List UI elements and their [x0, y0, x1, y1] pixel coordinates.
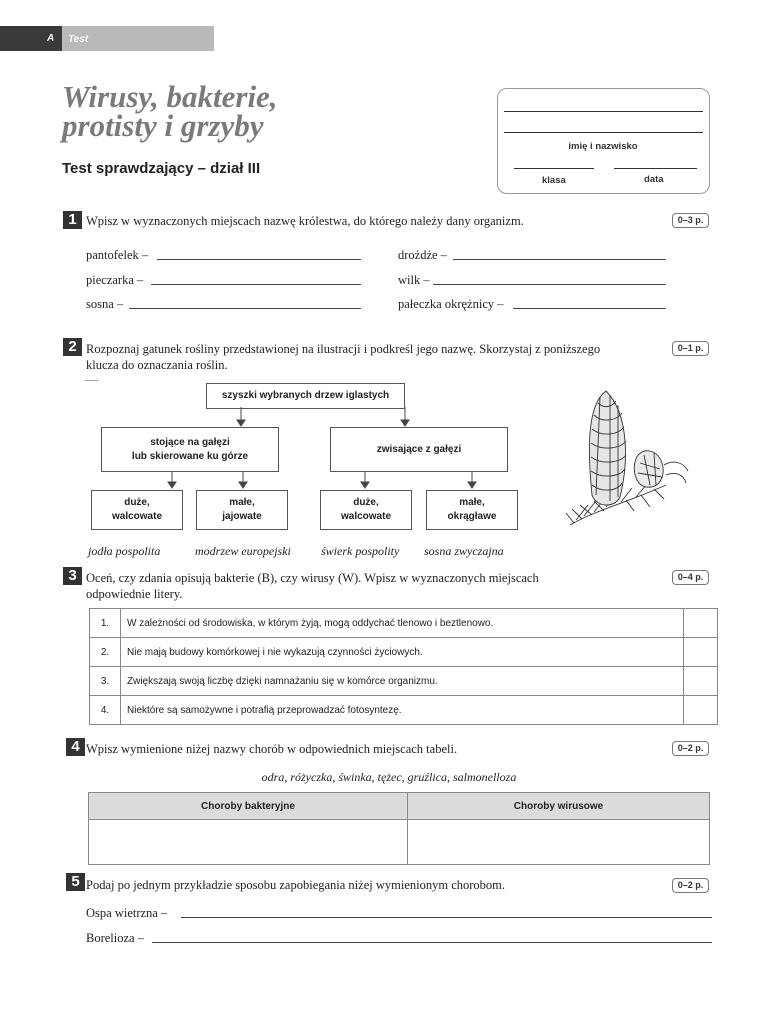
species-modrzew[interactable]: modrzew europejski: [195, 544, 291, 558]
question-5-points: 0–2 p.: [672, 878, 709, 893]
question-1-number: 1: [63, 211, 82, 229]
q5-answer-line-1[interactable]: [181, 917, 712, 918]
species-swierk[interactable]: świerk pospolity: [321, 544, 400, 558]
date-label: data: [644, 174, 664, 185]
question-1-text: Wpisz w wyznaczonych miejscach nazwę królestwa, do którego należy dany organizm.: [86, 214, 524, 228]
date-line[interactable]: [614, 168, 697, 169]
question-3-text-line-2: odpowiednie litery.: [86, 587, 183, 601]
key-leaf-3: [320, 490, 412, 530]
student-info-box: [497, 88, 710, 194]
key-leaf-1: [91, 490, 183, 530]
question-4-text: Wpisz wymienione niżej nazwy chorób w odpowiednich miejscach tabeli.: [86, 742, 458, 756]
table-row: [90, 667, 718, 696]
table-row: [90, 609, 718, 638]
header-letter: A: [47, 33, 55, 44]
class-line[interactable]: [514, 168, 594, 169]
key-leaf-1-line-1: duże,: [124, 497, 150, 508]
key-leaf-3-line-1: duże,: [353, 497, 379, 508]
question-5-text: Podaj po jednym przykładzie sposobu zapobiegania niżej wymienionym chorobom.: [86, 878, 506, 892]
page-title: [62, 79, 278, 143]
key-node-standing-line-1: stojące na gałęzi: [150, 436, 230, 448]
page-subtitle: Test sprawdzający – dział III: [62, 160, 261, 177]
q1-answer-line-3[interactable]: [129, 308, 361, 309]
q3-row-4-number: 4.: [90, 696, 121, 725]
question-2-text-line-1: Rozpoznaj gatunek rośliny przedstawionej na ilustracji i podkreśl jego nazwę. Skorzystaj z poniższego: [86, 342, 601, 356]
q3-row-4-text: Niektóre są samożywne i potrafią przeprowadzać fotosyntezę.: [121, 696, 684, 725]
q3-row-3-text: Zwiększają swoją liczbę dzięki namnażaniu się w komórce organizmu.: [121, 667, 684, 696]
q3-row-2-text: Nie mają budowy komórkowej i nie wykazują czynności życiowych.: [121, 638, 684, 667]
pine-cone-illustration: [566, 385, 691, 530]
question-2-points: 0–1 p.: [672, 341, 709, 356]
key-leaf-2: [196, 490, 288, 530]
q1-item-sosna: sosna –: [86, 297, 124, 311]
key-leaf-4: [426, 490, 518, 530]
key-leaf-2-line-2: jajowate: [222, 511, 262, 522]
table-row: [89, 820, 710, 865]
q3-row-4-answer[interactable]: [684, 696, 718, 725]
q3-row-2-answer[interactable]: [684, 638, 718, 667]
q1-answer-line-5[interactable]: [433, 284, 666, 285]
q3-row-1-text: W zależności od środowiska, w którym żyją, mogą oddychać tlenowo i beztlenowo.: [121, 609, 684, 638]
key-leaf-4-line-2: okrągławe: [447, 511, 497, 522]
q1-item-paleczka: pałeczka okrężnicy –: [398, 297, 504, 311]
question-3-text: [86, 570, 539, 602]
question-2-number: 2: [63, 338, 82, 356]
q3-row-2-number: 2.: [90, 638, 121, 667]
q3-row-3-number: 3.: [90, 667, 121, 696]
key-node-hanging: zwisające z gałęzi: [330, 427, 508, 472]
name-label: imię i nazwisko: [568, 141, 638, 152]
question-4-number: 4: [66, 738, 85, 756]
title-line-1: Wirusy, bakterie,: [62, 79, 278, 114]
table-row: [90, 638, 718, 667]
q4-header-bacterial: Choroby bakteryjne: [89, 793, 408, 820]
question-5-number: 5: [66, 873, 85, 891]
q1-answer-line-6[interactable]: [513, 308, 666, 309]
q3-table: [89, 608, 718, 725]
key-root: szyszki wybranych drzew iglastych: [206, 383, 405, 409]
name-line-2[interactable]: [504, 132, 703, 133]
q3-row-3-answer[interactable]: [684, 667, 718, 696]
species-sosna[interactable]: sosna zwyczajna: [424, 544, 504, 558]
question-3-number: 3: [63, 567, 82, 585]
q5-answer-line-2[interactable]: [152, 942, 712, 943]
question-1-points: 0–3 p.: [672, 213, 709, 228]
question-4-points: 0–2 p.: [672, 741, 709, 756]
q1-answer-line-1[interactable]: [157, 259, 361, 260]
q1-answer-line-2[interactable]: [151, 284, 361, 285]
key-leaf-4-line-1: małe,: [459, 497, 485, 508]
table-row: [90, 696, 718, 725]
q1-item-pantofelek: pantofelek –: [86, 248, 149, 262]
q1-answer-line-4[interactable]: [453, 259, 666, 260]
question-2-text-line-2: klucza do oznaczania roślin.: [86, 358, 228, 372]
q4-header-viral: Choroby wirusowe: [408, 793, 710, 820]
q5-item-ospa: Ospa wietrzna –: [86, 906, 168, 920]
class-label: klasa: [542, 175, 566, 186]
table-row: [89, 793, 710, 820]
q4-answer-bacterial[interactable]: [89, 820, 408, 865]
key-leaf-1-line-2: walcowate: [111, 511, 163, 522]
key-leaf-3-line-2: walcowate: [340, 511, 392, 522]
question-3-points: 0–4 p.: [672, 570, 709, 585]
name-line-1[interactable]: [504, 111, 703, 112]
title-line-2: protisty i grzyby: [62, 108, 264, 143]
key-leaf-2-line-1: małe,: [229, 497, 255, 508]
question-3-text-line-1: Oceń, czy zdania opisują bakterie (B), czy wirusy (W). Wpisz w wyznaczonych miejscach: [86, 571, 539, 585]
q1-item-wilk: wilk –: [398, 273, 430, 287]
header-label: Test: [68, 34, 89, 45]
q1-item-drozdze: drożdże –: [398, 248, 447, 262]
q3-row-1-answer[interactable]: [684, 609, 718, 638]
key-node-standing-line-2: lub skierowane ku górze: [131, 450, 249, 462]
question-2-text: [86, 341, 600, 373]
q4-table: [88, 792, 710, 865]
species-jodla[interactable]: jodła pospolita: [88, 544, 161, 558]
q1-item-pieczarka: pieczarka –: [86, 273, 144, 287]
q4-disease-list: odra, różyczka, świnka, tężec, gruźlica, salmonelloza: [261, 770, 517, 784]
q4-answer-viral[interactable]: [408, 820, 710, 865]
q5-item-borelioza: Borelioza –: [86, 931, 144, 945]
q3-row-1-number: 1.: [90, 609, 121, 638]
key-node-standing: [101, 427, 279, 472]
